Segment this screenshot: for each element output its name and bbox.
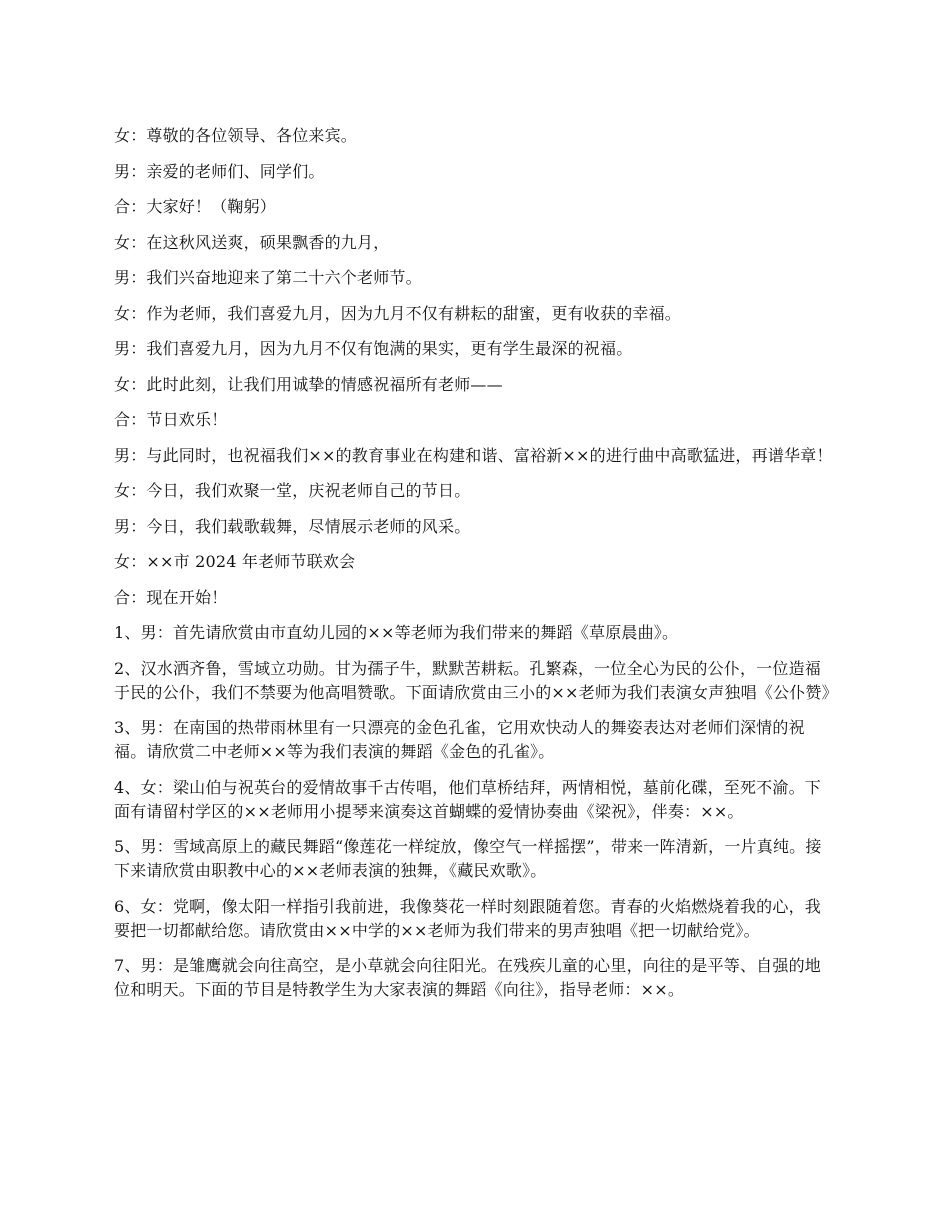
paragraph-intro-4: 男：我们喜爱九月，因为九月不仅有饱满的果实，更有学生最深的祝福。 [114,339,633,358]
paragraph-intro-3: 女：作为老师，我们喜爱九月，因为九月不仅有耕耘的甜蜜，更有收获的幸福。 [114,303,682,323]
paragraph-intro-2: 男：我们兴奋地迎来了第二十六个老师节。 [114,268,422,287]
paragraph-event-title: 女：××市 2024 年老师节联欢会 [114,552,356,571]
paragraph-greeting-together: 合：大家好！（鞠躬） [114,197,277,216]
paragraph-greeting-male: 男：亲爱的老师们、同学们。 [114,161,325,181]
program-item-2: 2、汉水洒齐鲁，雪域立功勋。甘为孺子牛，默默苦耕耘。孔繁森，一位全心为民的公仆，一位造福于民的公仆，我们不禁要为他高唱赞歌。下面请欣赏由三小的××老师为我们表演女声独唱《公仆赞》 [114,658,838,702]
paragraph-intro-7: 男：与此同时，也祝福我们××的教育事业在构建和谐、富裕新××的进行曲中高歌猛进，再谱华章！ [114,445,833,465]
program-item-1: 1、男：首先请欣赏由市直幼儿园的××等老师为我们带来的舞蹈《草原晨曲》。 [114,623,679,642]
paragraph-intro-5: 女：此时此刻，让我们用诚挚的情感祝福所有老师—— [114,374,503,394]
program-item-4: 4、女：梁山伯与祝英台的爱情故事千古传唱，他们草桥结拜，两情相悦，墓前化碟，至死不渝。下面有请留村学区的××老师用小提琴来演奏这首蝴蝶的爱情协奏曲《梁祝》，伴奏：××。 [114,777,821,821]
paragraph-intro-8: 女：今日，我们欢聚一堂，庆祝老师自己的节日。 [114,481,471,500]
program-item-6: 6、女：党啊，像太阳一样指引我前进，我像葵花一样时刻跟随着您。青春的火焰燃烧着我的心，我要把一切都献给您。请欣赏由××中学的××老师为我们带来的男声独唱《把一切献给党》。 [114,896,821,940]
paragraph-opening: 合：现在开始！ [114,587,228,607]
paragraph-intro-1: 女：在这秋风送爽，硕果飘香的九月， [114,232,390,252]
program-item-7: 7、男：是雏鹰就会向往高空，是小草就会向往阳光。在残疾儿童的心里，向往的是平等、自强的地位和明天。下面的节目是特教学生为大家表演的舞蹈《向往》，指导老师：××。 [114,956,821,999]
paragraph-greeting-female: 女：尊敬的各位领导、各位来宾。 [114,126,358,145]
program-item-3: 3、男：在南国的热带雨林里有一只漂亮的金色孔雀，它用欢快动人的舞姿表达对老师们深情的祝福。请欣赏二中老师××等为我们表演的舞蹈《金色的孔雀》。 [114,718,805,761]
program-item-5: 5、男：雪域高原上的藏民舞蹈“像莲花一样绽放，像空气一样摇摆”，带来一阵清新，一片真纯。接下来请欣赏由职教中心的××老师表演的独舞，《藏民欢歌》。 [114,837,822,880]
paragraph-intro-6: 合：节日欢乐！ [114,410,228,429]
paragraph-intro-9: 男：今日，我们载歌载舞，尽情展示老师的风采。 [114,516,471,536]
document-body [114,124,836,1014]
